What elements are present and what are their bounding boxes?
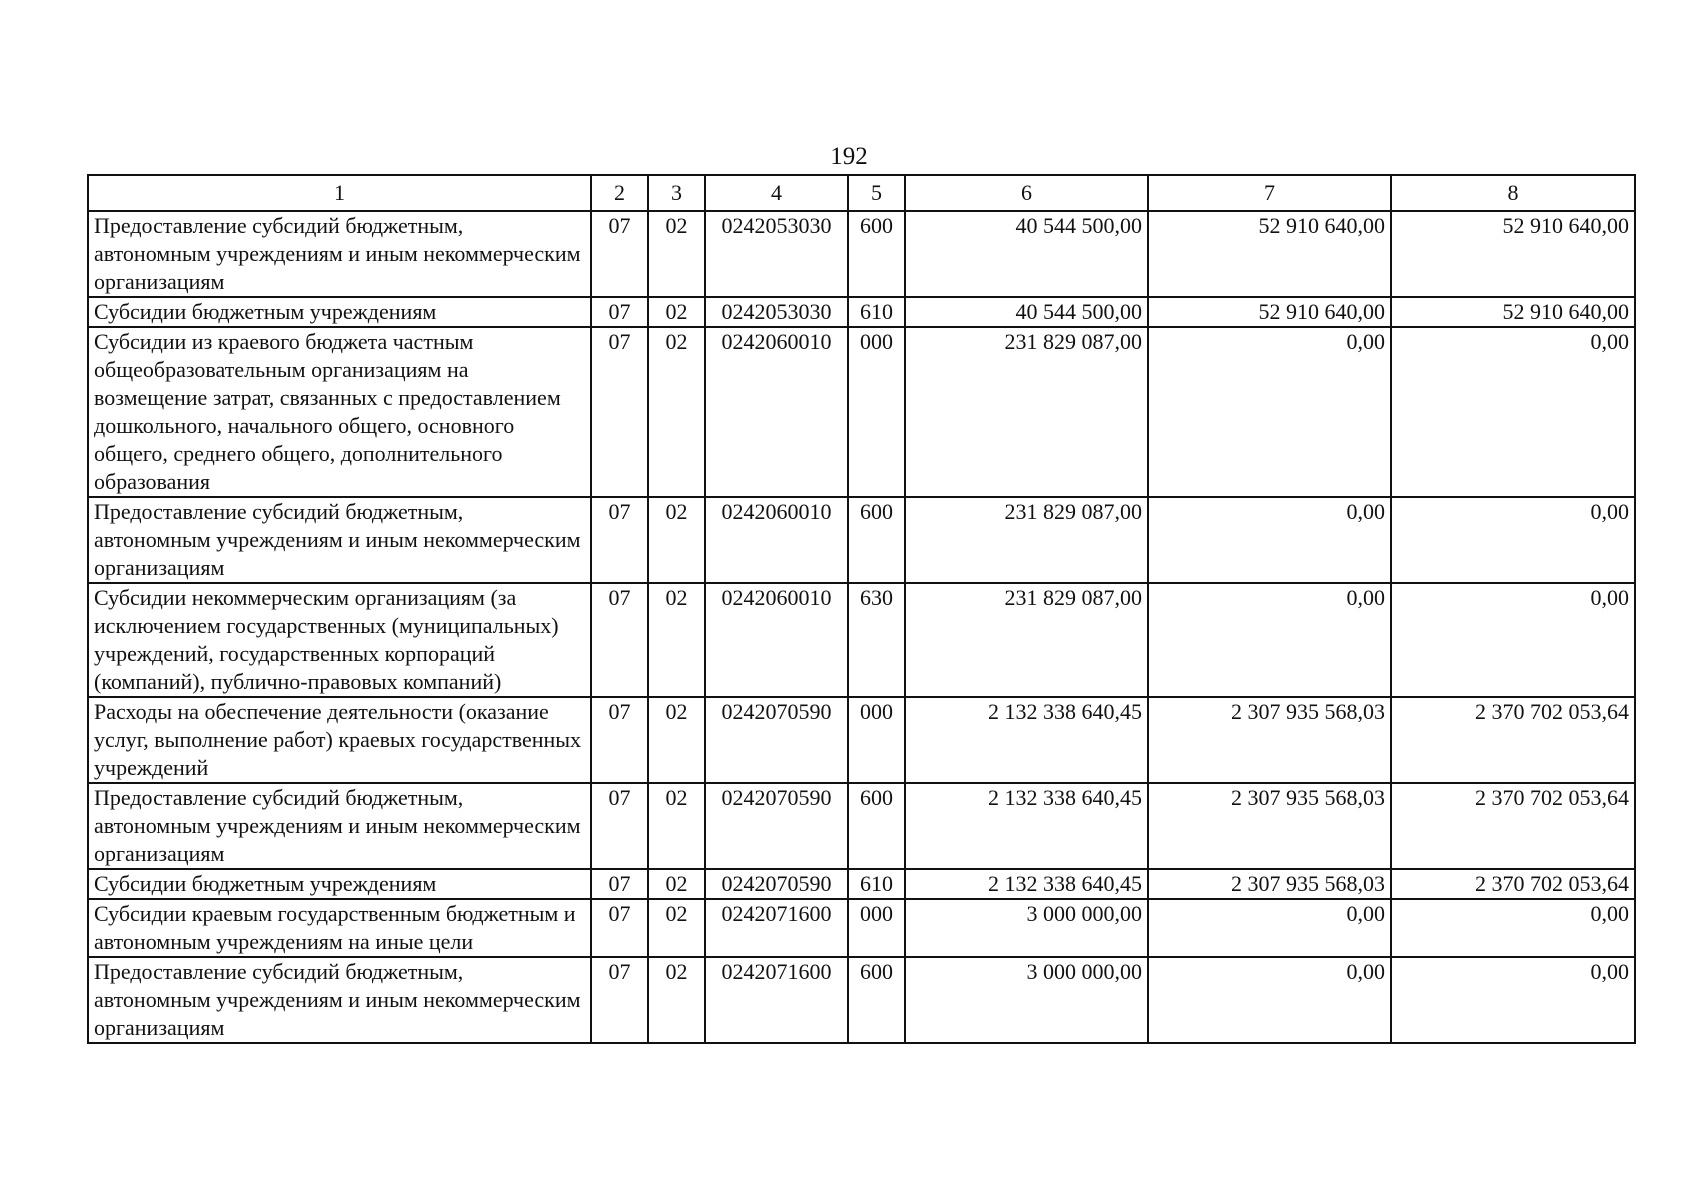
amount-col8: 52 910 640,00 bbox=[1391, 297, 1635, 327]
amount-col6: 3 000 000,00 bbox=[905, 899, 1148, 957]
table-row bbox=[88, 211, 1635, 297]
section-code: 07 bbox=[591, 497, 648, 583]
header-cell: 5 bbox=[848, 175, 905, 211]
row-name: Предоставление субсидий бюджетным, автономным учреждениям и иным некоммерческим организациям bbox=[88, 783, 591, 869]
row-name: Предоставление субсидий бюджетным, автономным учреждениям и иным некоммерческим организациям bbox=[88, 497, 591, 583]
target-article-code: 0242070590 bbox=[705, 783, 848, 869]
amount-col8: 0,00 bbox=[1391, 583, 1635, 697]
amount-col7: 52 910 640,00 bbox=[1148, 211, 1391, 297]
row-name: Субсидии из краевого бюджета частным общеобразовательным организациям на возмещение затрат, связанных с предоставлением дошкольного, начального общего, основного общего, среднего общего, дополнительного образования bbox=[88, 327, 591, 497]
expense-type-code: 600 bbox=[848, 211, 905, 297]
subsection-code: 02 bbox=[648, 583, 705, 697]
budget-table bbox=[87, 174, 1636, 1044]
amount-col6: 3 000 000,00 bbox=[905, 957, 1148, 1043]
header-row bbox=[88, 175, 1635, 211]
row-name: Субсидии некоммерческим организациям (за исключением государственных (муниципальных) учреждений, государственных корпораций (компаний), публично-правовых компаний) bbox=[88, 583, 591, 697]
expense-type-code: 000 bbox=[848, 327, 905, 497]
amount-col7: 0,00 bbox=[1148, 497, 1391, 583]
section-code: 07 bbox=[591, 957, 648, 1043]
amount-col6: 231 829 087,00 bbox=[905, 497, 1148, 583]
target-article-code: 0242071600 bbox=[705, 899, 848, 957]
amount-col6: 40 544 500,00 bbox=[905, 297, 1148, 327]
expense-type-code: 000 bbox=[848, 899, 905, 957]
table-row bbox=[88, 957, 1635, 1043]
header-cell: 1 bbox=[88, 175, 591, 211]
amount-col7: 0,00 bbox=[1148, 327, 1391, 497]
subsection-code: 02 bbox=[648, 697, 705, 783]
subsection-code: 02 bbox=[648, 497, 705, 583]
page-number: 192 bbox=[830, 143, 868, 170]
subsection-code: 02 bbox=[648, 899, 705, 957]
header-cell: 8 bbox=[1391, 175, 1635, 211]
amount-col6: 2 132 338 640,45 bbox=[905, 783, 1148, 869]
section-code: 07 bbox=[591, 783, 648, 869]
row-name: Субсидии бюджетным учреждениям bbox=[88, 297, 591, 327]
header-cell: 3 bbox=[648, 175, 705, 211]
row-name: Субсидии бюджетным учреждениям bbox=[88, 869, 591, 899]
expense-type-code: 600 bbox=[848, 497, 905, 583]
section-code: 07 bbox=[591, 899, 648, 957]
section-code: 07 bbox=[591, 297, 648, 327]
section-code: 07 bbox=[591, 327, 648, 497]
amount-col8: 0,00 bbox=[1391, 327, 1635, 497]
table-row bbox=[88, 899, 1635, 957]
row-name: Предоставление субсидий бюджетным, автономным учреждениям и иным некоммерческим организациям bbox=[88, 957, 591, 1043]
amount-col8: 2 370 702 053,64 bbox=[1391, 697, 1635, 783]
expense-type-code: 630 bbox=[848, 583, 905, 697]
amount-col7: 2 307 935 568,03 bbox=[1148, 697, 1391, 783]
table-row bbox=[88, 869, 1635, 899]
section-code: 07 bbox=[591, 869, 648, 899]
amount-col6: 2 132 338 640,45 bbox=[905, 697, 1148, 783]
amount-col8: 0,00 bbox=[1391, 957, 1635, 1043]
amount-col6: 40 544 500,00 bbox=[905, 211, 1148, 297]
amount-col6: 231 829 087,00 bbox=[905, 583, 1148, 697]
amount-col8: 2 370 702 053,64 bbox=[1391, 869, 1635, 899]
header-cell: 4 bbox=[705, 175, 848, 211]
amount-col7: 2 307 935 568,03 bbox=[1148, 783, 1391, 869]
row-name: Предоставление субсидий бюджетным, автономным учреждениям и иным некоммерческим организациям bbox=[88, 211, 591, 297]
table-row bbox=[88, 697, 1635, 783]
section-code: 07 bbox=[591, 583, 648, 697]
subsection-code: 02 bbox=[648, 297, 705, 327]
amount-col8: 0,00 bbox=[1391, 899, 1635, 957]
expense-type-code: 000 bbox=[848, 697, 905, 783]
table-row bbox=[88, 783, 1635, 869]
header-cell: 2 bbox=[591, 175, 648, 211]
table-row bbox=[88, 583, 1635, 697]
expense-type-code: 600 bbox=[848, 783, 905, 869]
amount-col7: 52 910 640,00 bbox=[1148, 297, 1391, 327]
header-cell: 6 bbox=[905, 175, 1148, 211]
target-article-code: 0242060010 bbox=[705, 327, 848, 497]
amount-col8: 0,00 bbox=[1391, 497, 1635, 583]
amount-col6: 231 829 087,00 bbox=[905, 327, 1148, 497]
subsection-code: 02 bbox=[648, 957, 705, 1043]
target-article-code: 0242070590 bbox=[705, 869, 848, 899]
target-article-code: 0242060010 bbox=[705, 497, 848, 583]
amount-col7: 2 307 935 568,03 bbox=[1148, 869, 1391, 899]
row-name: Субсидии краевым государственным бюджетным и автономным учреждениям на иные цели bbox=[88, 899, 591, 957]
expense-type-code: 610 bbox=[848, 297, 905, 327]
amount-col7: 0,00 bbox=[1148, 899, 1391, 957]
amount-col7: 0,00 bbox=[1148, 583, 1391, 697]
expense-type-code: 600 bbox=[848, 957, 905, 1043]
section-code: 07 bbox=[591, 211, 648, 297]
subsection-code: 02 bbox=[648, 783, 705, 869]
target-article-code: 0242053030 bbox=[705, 297, 848, 327]
expense-type-code: 610 bbox=[848, 869, 905, 899]
amount-col7: 0,00 bbox=[1148, 957, 1391, 1043]
subsection-code: 02 bbox=[648, 327, 705, 497]
target-article-code: 0242060010 bbox=[705, 583, 848, 697]
row-name: Расходы на обеспечение деятельности (оказание услуг, выполнение работ) краевых государственных учреждений bbox=[88, 697, 591, 783]
amount-col8: 52 910 640,00 bbox=[1391, 211, 1635, 297]
header-cell: 7 bbox=[1148, 175, 1391, 211]
amount-col8: 2 370 702 053,64 bbox=[1391, 783, 1635, 869]
target-article-code: 0242071600 bbox=[705, 957, 848, 1043]
amount-col6: 2 132 338 640,45 bbox=[905, 869, 1148, 899]
target-article-code: 0242070590 bbox=[705, 697, 848, 783]
section-code: 07 bbox=[591, 697, 648, 783]
table-row bbox=[88, 327, 1635, 497]
target-article-code: 0242053030 bbox=[705, 211, 848, 297]
subsection-code: 02 bbox=[648, 869, 705, 899]
subsection-code: 02 bbox=[648, 211, 705, 297]
table-row bbox=[88, 297, 1635, 327]
table-row bbox=[88, 497, 1635, 583]
